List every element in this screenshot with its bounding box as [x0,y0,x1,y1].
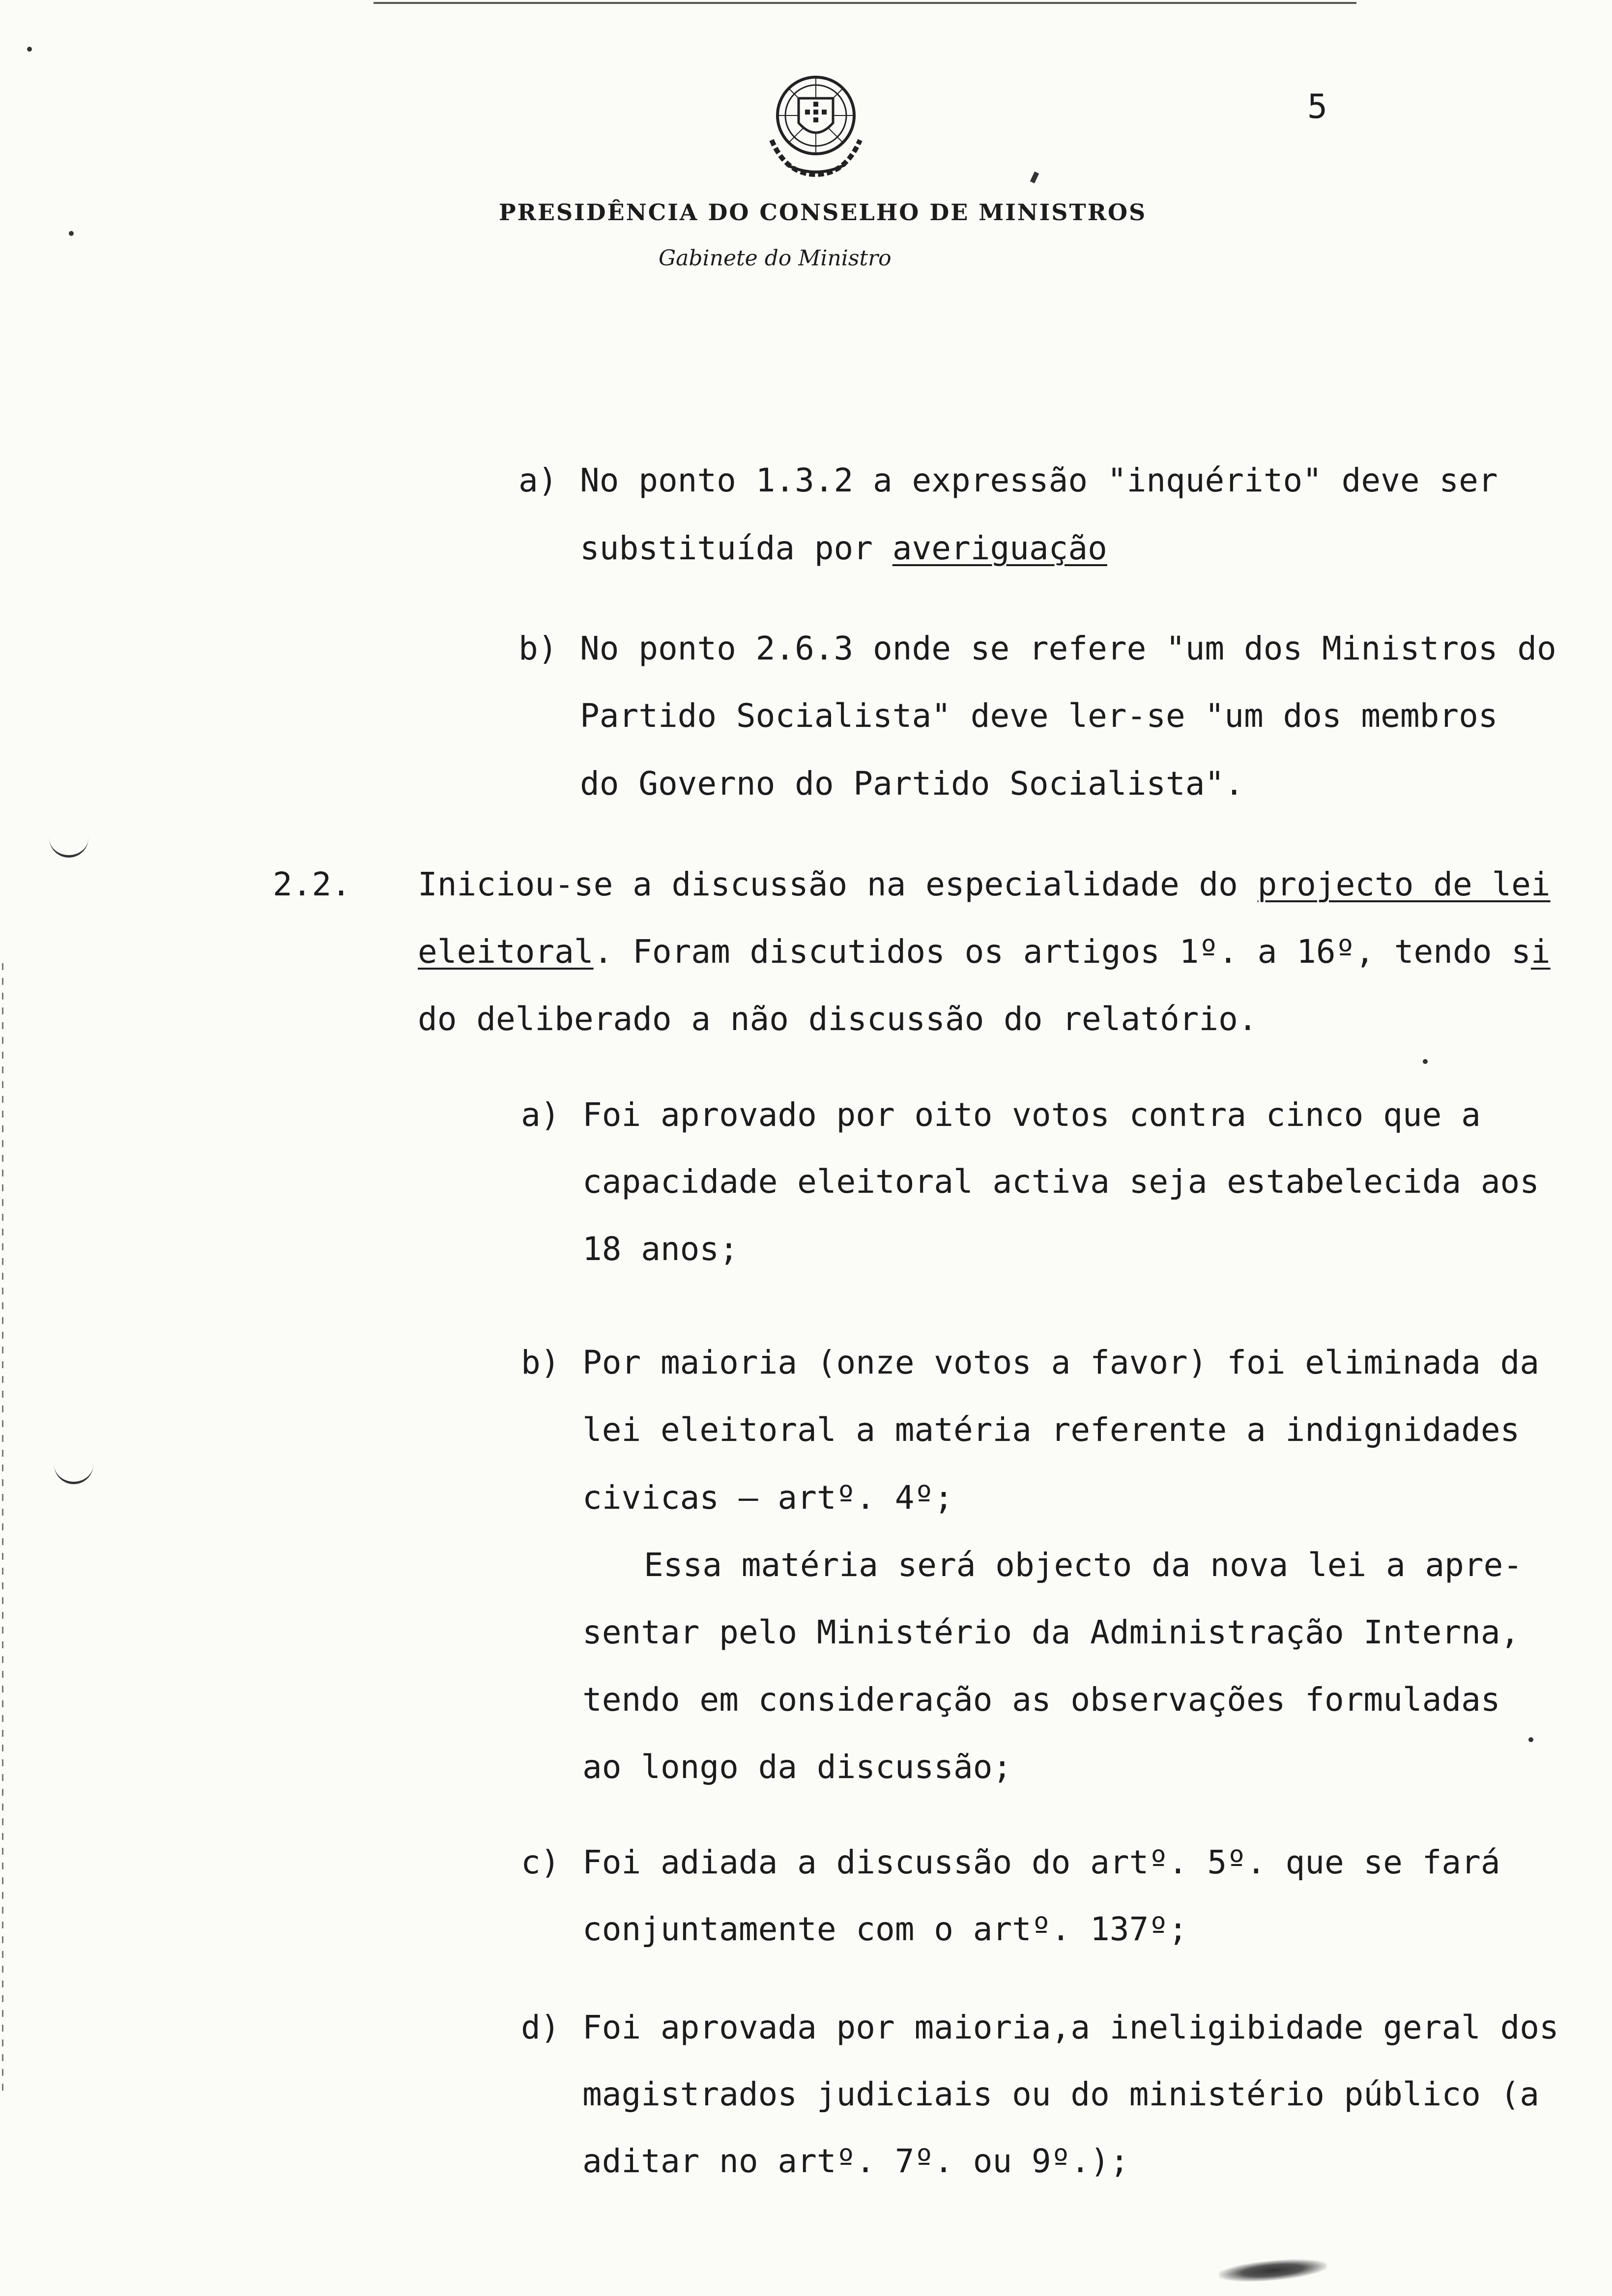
item-c2-line-1: Foi adiada a discussão do artº. 5º. que se fará [582,1843,1500,1881]
item-a2-line-3: 18 anos; [582,1230,739,1268]
item-d2-line-1: Foi aprovada por maioria,a ineligibidade geral dos [582,2009,1559,2046]
header-organization: PRESIDÊNCIA DO CONSELHO DE MINISTROS [499,199,1147,226]
item-b1-line-2: Partido Socialista" deve ler-se "um dos membros [580,697,1498,735]
item-a2-line-1: Foi aprovado por oito votos contra cinco que a [582,1096,1481,1134]
item-b2-note-line-4: ao longo da discussão; [582,1748,1012,1786]
speck [69,231,74,236]
item-label-b2: b) [521,1344,560,1381]
item-a1-line-2-text: substituída por [580,529,892,567]
section-2-2-line-2 [418,933,1551,971]
item-label-d2: d) [521,2009,560,2046]
item-a1-line-2 [580,529,1107,567]
item-b2-line-1: Por maioria (onze votos a favor) foi eliminada da [582,1344,1540,1381]
speck [1528,1737,1533,1742]
item-d2-line-3: aditar no artº. 7º. ou 9º.); [582,2142,1129,2180]
item-b2-line-2: lei eleitoral a matéria referente a indignidades [582,1411,1520,1449]
item-b2-note-line-1: Essa matéria será objecto da nova lei a apre- [644,1546,1523,1584]
speck [27,47,32,52]
item-label-c2: c) [521,1843,560,1881]
ink-curve-mark [49,835,88,858]
top-edge-line [374,2,1356,4]
ink-curve-mark-2 [54,1462,93,1484]
item-b1-line-3: do Governo do Partido Socialista". [580,765,1244,803]
section-2-2-underlined-project: projecto de lei [1257,865,1551,903]
section-label-2-2: 2.2. [273,865,351,903]
coat-of-arms-seal-icon [757,66,875,184]
left-margin-dashes [2,963,3,2094]
item-b2-line-3: civicas — artº. 4º; [582,1479,953,1517]
section-2-2-underlined-electoral: eleitoral [418,933,594,971]
section-2-2-line-1 [418,865,1551,903]
speck [1423,1059,1428,1064]
item-b2-note-line-3: tendo em consideração as observações formuladas [582,1681,1500,1719]
item-c2-line-2: conjuntamente com o artº. 137º; [582,1910,1188,1948]
item-a1-underlined: averiguação [892,529,1107,567]
section-2-2-underlined-i: i [1530,933,1551,971]
item-a2-line-2: capacidade eleitoral activa seja estabelecida aos [582,1163,1540,1201]
ink-smudge [1218,2256,1328,2285]
page-number: 5 [1307,87,1327,126]
item-d2-line-2: magistrados judiciais ou do ministério público (a [582,2075,1540,2113]
item-a1-line-1: No ponto 1.3.2 a expressão "inquérito" deve ser [580,461,1498,499]
item-label-a1: a) [518,461,558,499]
section-2-2-line-1-text: Iniciou-se a discussão na especialidade do [418,865,1258,903]
section-2-2-line-3: do deliberado a não discussão do relatório. [418,1000,1258,1038]
section-2-2-line-2-text: . Foram discutidos os artigos 1º. a 16º, tendo s [593,933,1531,971]
item-b1-line-1: No ponto 2.6.3 onde se refere "um dos Ministros do [580,630,1556,667]
ink-tick-mark [1030,172,1039,183]
item-label-a2: a) [521,1096,560,1134]
item-label-b1: b) [518,630,558,667]
item-b2-note-line-2: sentar pelo Ministério da Administração Interna, [582,1613,1520,1651]
header-office: Gabinete do Ministro [659,246,892,271]
